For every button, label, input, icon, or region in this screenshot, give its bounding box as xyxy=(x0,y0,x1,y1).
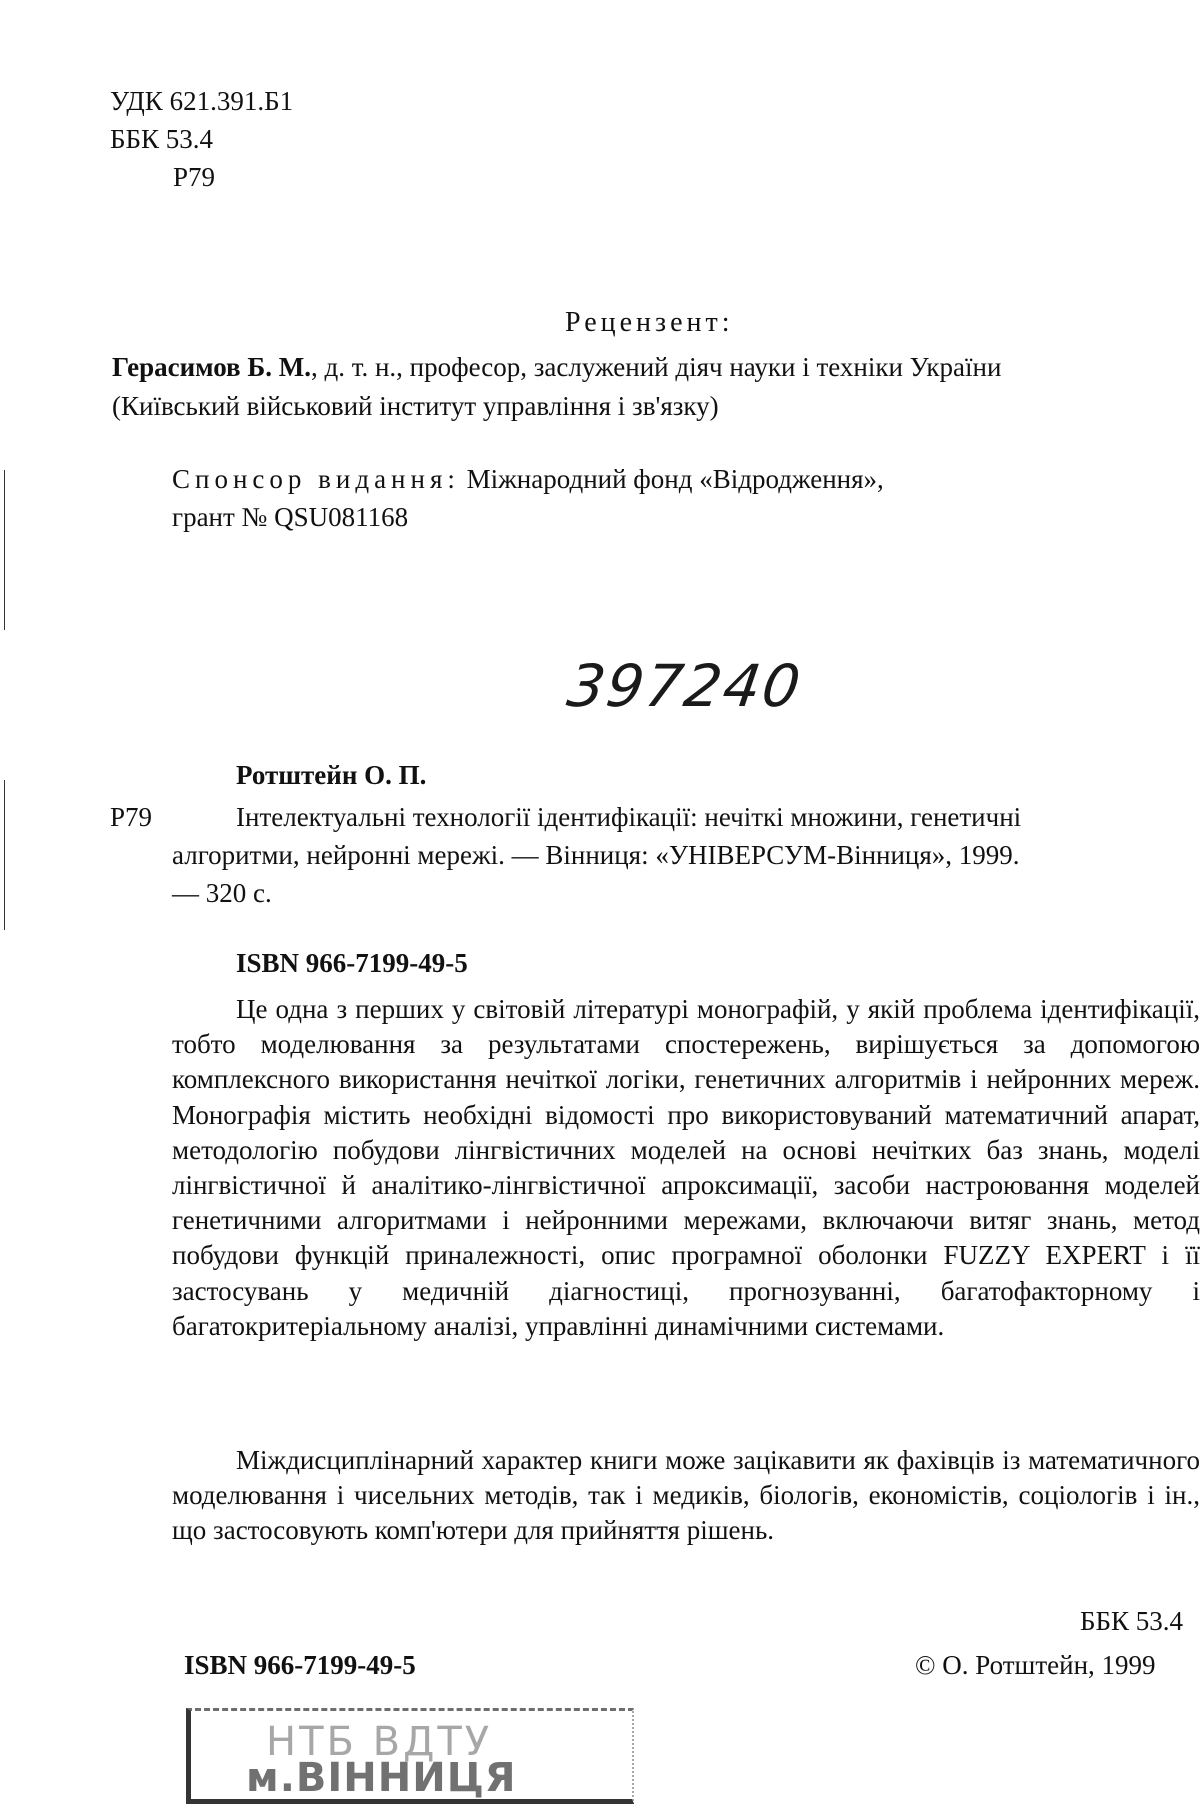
reviewer-details: , д. т. н., професор, заслужений діяч науки і техніки України xyxy=(310,352,1002,382)
reviewer-line xyxy=(112,350,1001,385)
library-stamp xyxy=(186,1708,634,1804)
reviewer-heading: Рецензент: xyxy=(565,307,734,338)
udk-code: УДК 621.391.Б1 xyxy=(110,86,294,116)
stamp-city: м.ВІННИЦЯ xyxy=(246,1755,517,1801)
catalog-publisher-line: алгоритми, нейронні мережі. — Вінниця: «УНІВЕРСУМ-Вінниця», 1999. xyxy=(172,840,1020,870)
scan-margin-line xyxy=(4,470,5,630)
inventory-number-handwritten: 397240 xyxy=(563,652,807,720)
classification-block xyxy=(110,84,293,198)
author-sign-code: Р79 xyxy=(173,162,216,192)
catalog-title-line: Інтелектуальні технології ідентифікації: нечіткі множини, генетичні xyxy=(236,802,1022,832)
sponsor-value: Міжнародний фонд «Відродження», xyxy=(459,464,884,494)
abstract-text: Міждисциплінарний характер книги може зацікавити як фахівців із математичного моделювання і чисельних методів, так і медиків, біологів, економістів, соціологів і ін., що застосовують комп'ютери для прийняття рішень. xyxy=(172,1445,1200,1546)
bbk-code: ББК 53.4 xyxy=(110,124,214,154)
catalog-author: Ротштейн О. П. xyxy=(236,760,427,790)
reviewer-institution: (Київський військовий інститут управління і зв'язку) xyxy=(112,391,719,421)
abstract-paragraph xyxy=(172,992,1200,1344)
catalog-code: Р79 xyxy=(110,802,153,832)
sponsor-label: Спонсор видання: xyxy=(172,464,460,494)
scan-margin-line xyxy=(4,780,5,930)
footer-isbn: ISBN 966-7199-49-5 xyxy=(184,1650,416,1680)
sponsor-grant: грант № QSU081168 xyxy=(172,502,409,532)
reviewer-name: Герасимов Б. М. xyxy=(112,352,311,382)
abstract-text: Це одна з перших у світовій літературі монографій, у якій проблема ідентифікації, тобто моделювання за результатами спостережень, вирішується за допомогою комплексного використання нечіткої логіки, генетичних алгоритмів і нейронних мереж. Монографія містить необхідні відомості про використовуваний математичний апарат, методологію побудови лінгвістичних моделей на основі нечітких баз знань, моделі лінгвістичної й аналітико-лінгвістичної апроксимації, засоби настроювання моделей генетичними алгоритмами і нейронними мережами, включаючи витяг знань, метод побудови функцій приналежності, опис програмної оболонки FUZZY EXPERT і її застосувань у медичній діагностиці, прогнозуванні, багатофакторному і багатокритеріальному аналізі, управлінні динамічними системами. xyxy=(172,994,1200,1341)
abstract-paragraph xyxy=(172,1443,1200,1549)
catalog-isbn: ISBN 966-7199-49-5 xyxy=(236,948,468,978)
catalog-pages: — 320 с. xyxy=(172,878,272,908)
footer-copyright: © О. Ротштейн, 1999 xyxy=(915,1650,1156,1680)
footer-bbk: ББК 53.4 xyxy=(1080,1606,1184,1636)
stamp-library-name: НТБ ВДТУ xyxy=(266,1719,493,1765)
sponsor-line xyxy=(172,462,884,497)
